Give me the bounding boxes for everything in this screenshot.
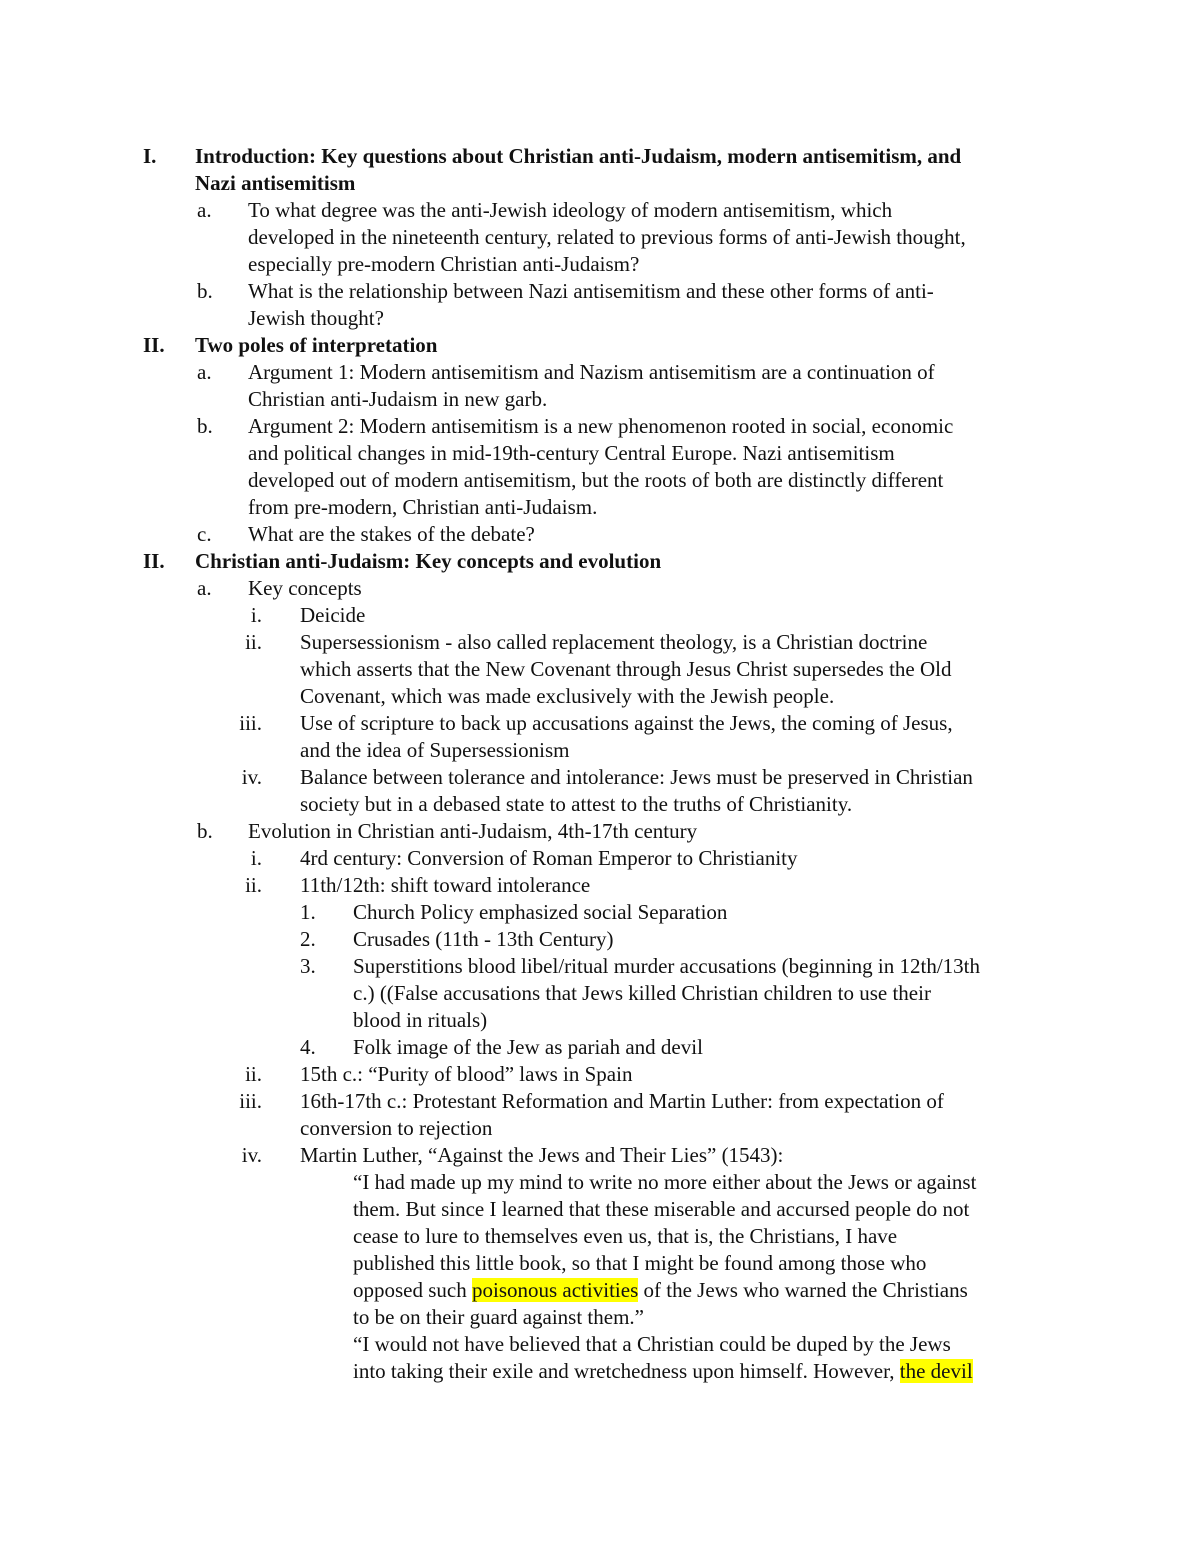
text-line <box>0 899 1200 926</box>
outline-item <box>0 845 1200 872</box>
text-line <box>0 305 1200 332</box>
line-text: Evolution in Christian anti-Judaism, 4th-17th century <box>248 819 698 843</box>
list-marker: 1. <box>300 900 316 924</box>
text-line <box>0 1007 1200 1034</box>
list-marker: i. <box>250 603 262 627</box>
line-text: society but in a debased state to attest to the truths of Christianity. <box>300 792 853 816</box>
line-text: Supersessionism - also called replacement theology, is a Christian doctrine <box>300 630 928 654</box>
outline-item <box>0 575 1200 602</box>
outline-item <box>0 710 1200 764</box>
list-marker: II. <box>143 333 165 357</box>
outline-item <box>0 899 1200 926</box>
text-line <box>0 602 1200 629</box>
list-marker: ii. <box>245 1062 262 1086</box>
outline-item <box>0 197 1200 278</box>
line-text: Introduction: Key questions about Christian anti-Judaism, modern antisemitism, and <box>195 144 962 168</box>
line-text: them. But since I learned that these miserable and accursed people do not <box>353 1197 970 1221</box>
outline-item <box>0 953 1200 1034</box>
list-marker: 3. <box>300 954 316 978</box>
line-text: and political changes in mid-19th-century Central Europe. Nazi antisemitism <box>248 441 895 465</box>
list-marker: b. <box>197 279 213 303</box>
text-line <box>0 926 1200 953</box>
line-text: 11th/12th: shift toward intolerance <box>300 873 591 897</box>
document-body <box>0 143 1200 1385</box>
text-line <box>0 629 1200 656</box>
line-text: from pre-modern, Christian anti-Judaism. <box>248 495 598 519</box>
list-marker: 4. <box>300 1035 316 1059</box>
text-line <box>0 1142 1200 1169</box>
text-line <box>0 251 1200 278</box>
outline-item <box>0 764 1200 818</box>
list-marker: i. <box>250 846 262 870</box>
outline-item <box>0 818 1200 845</box>
text-line <box>0 1034 1200 1061</box>
text-line <box>0 224 1200 251</box>
line-text: developed out of modern antisemitism, but the roots of both are distinctly different <box>248 468 944 492</box>
text-line <box>0 1304 1200 1331</box>
quote-block <box>0 1169 1200 1385</box>
list-marker: a. <box>197 360 212 384</box>
list-marker: b. <box>197 819 213 843</box>
outline-item <box>0 1142 1200 1169</box>
line-text: Argument 2: Modern antisemitism is a new phenomenon rooted in social, economic <box>248 414 954 438</box>
list-marker: a. <box>197 198 212 222</box>
line-text: To what degree was the anti-Jewish ideology of modern antisemitism, which <box>248 198 893 222</box>
line-text <box>353 1358 973 1385</box>
line-text: Two poles of interpretation <box>195 333 438 357</box>
text-line <box>0 440 1200 467</box>
line-text: Covenant, which was made exclusively with the Jewish people. <box>300 684 835 708</box>
text-line <box>0 1196 1200 1223</box>
line-text: Martin Luther, “Against the Jews and Their Lies” (1543): <box>300 1143 784 1167</box>
text-line <box>0 1169 1200 1196</box>
outline-item <box>0 521 1200 548</box>
text-line <box>0 1115 1200 1142</box>
list-marker: ii. <box>245 873 262 897</box>
text-line <box>0 791 1200 818</box>
text-line <box>0 980 1200 1007</box>
line-text: Superstitions blood libel/ritual murder accusations (beginning in 12th/13th <box>353 954 980 978</box>
text-line <box>0 359 1200 386</box>
list-marker: iv. <box>241 1143 262 1167</box>
line-text: published this little book, so that I might be found among those who <box>353 1251 927 1275</box>
line-text: which asserts that the New Covenant through Jesus Christ supersedes the Old <box>300 657 952 681</box>
text-line <box>0 1277 1200 1304</box>
text-line <box>0 818 1200 845</box>
text-line <box>0 1331 1200 1358</box>
text-line <box>0 953 1200 980</box>
text-line <box>0 845 1200 872</box>
list-marker: iii. <box>239 711 262 735</box>
line-text: What is the relationship between Nazi antisemitism and these other forms of anti- <box>248 279 934 303</box>
list-marker: a. <box>197 576 212 600</box>
text-line <box>0 1358 1200 1385</box>
line-text: Key concepts <box>248 576 362 600</box>
text-line <box>0 683 1200 710</box>
text-line <box>0 1088 1200 1115</box>
outline-item <box>0 926 1200 953</box>
line-text: “I would not have believed that a Christian could be duped by the Jews <box>353 1332 951 1356</box>
line-text: cease to lure to themselves even us, that is, the Christians, I have <box>353 1224 898 1248</box>
text-line <box>0 656 1200 683</box>
highlighted-text: poisonous activities <box>472 1278 639 1302</box>
line-text: Crusades (11th - 13th Century) <box>353 927 614 951</box>
section-heading <box>0 332 1200 359</box>
line-text: What are the stakes of the debate? <box>248 522 535 546</box>
list-marker: iv. <box>241 765 262 789</box>
list-marker: I. <box>143 144 157 168</box>
line-text: Argument 1: Modern antisemitism and Nazism antisemitism are a continuation of <box>248 360 935 384</box>
text-segment: of the Jews who warned the Christians <box>638 1278 968 1302</box>
outline-item <box>0 602 1200 629</box>
line-text: Nazi antisemitism <box>195 171 356 195</box>
text-segment: into taking their exile and wretchedness upon himself. However, <box>353 1359 900 1383</box>
text-line <box>0 1061 1200 1088</box>
line-text: Balance between tolerance and intolerance: Jews must be preserved in Christian <box>300 765 973 789</box>
list-marker: iii. <box>239 1089 262 1113</box>
text-line <box>0 872 1200 899</box>
text-line <box>0 710 1200 737</box>
line-text: c.) ((False accusations that Jews killed Christian children to use their <box>353 981 931 1005</box>
text-line <box>0 737 1200 764</box>
line-text: Use of scripture to back up accusations against the Jews, the coming of Jesus, <box>300 711 953 735</box>
text-line <box>0 575 1200 602</box>
list-marker: 2. <box>300 927 316 951</box>
line-text: and the idea of Supersessionism <box>300 738 570 762</box>
outline-item <box>0 872 1200 899</box>
text-line <box>0 764 1200 791</box>
outline-item <box>0 1088 1200 1142</box>
line-text: Christian anti-Judaism in new garb. <box>248 387 548 411</box>
line-text: conversion to rejection <box>300 1116 493 1140</box>
text-segment: opposed such <box>353 1278 472 1302</box>
text-line <box>0 278 1200 305</box>
outline-item <box>0 1034 1200 1061</box>
line-text: 4rd century: Conversion of Roman Emperor to Christianity <box>300 846 798 870</box>
line-text: Christian anti-Judaism: Key concepts and evolution <box>195 549 662 573</box>
line-text: Deicide <box>300 603 366 627</box>
line-text: Jewish thought? <box>248 306 384 330</box>
outline-item <box>0 629 1200 710</box>
section-heading <box>0 143 1200 197</box>
outline-item <box>0 278 1200 332</box>
list-marker: c. <box>197 522 212 546</box>
line-text: 16th-17th c.: Protestant Reformation and Martin Luther: from expectation of <box>300 1089 944 1113</box>
line-text: blood in rituals) <box>353 1008 488 1032</box>
text-line <box>0 521 1200 548</box>
text-line <box>0 413 1200 440</box>
text-line <box>0 548 1200 575</box>
list-marker: II. <box>143 549 165 573</box>
line-text: Church Policy emphasized social Separation <box>353 900 728 924</box>
line-text <box>353 1277 968 1304</box>
outline-item <box>0 1061 1200 1088</box>
text-line <box>0 170 1200 197</box>
line-text: to be on their guard against them.” <box>353 1305 644 1329</box>
section-heading <box>0 548 1200 575</box>
text-line <box>0 467 1200 494</box>
text-line <box>0 143 1200 170</box>
text-line <box>0 494 1200 521</box>
text-line <box>0 386 1200 413</box>
outline-item <box>0 413 1200 521</box>
line-text: “I had made up my mind to write no more either about the Jews or against <box>353 1170 977 1194</box>
line-text: especially pre-modern Christian anti-Judaism? <box>248 252 640 276</box>
text-line <box>0 332 1200 359</box>
line-text: developed in the nineteenth century, related to previous forms of anti-Jewish thought, <box>248 225 966 249</box>
outline-item <box>0 359 1200 413</box>
highlighted-text: the devil <box>899 1359 973 1383</box>
text-line <box>0 1223 1200 1250</box>
list-marker: ii. <box>245 630 262 654</box>
text-line <box>0 197 1200 224</box>
line-text: Folk image of the Jew as pariah and devil <box>353 1035 703 1059</box>
line-text: 15th c.: “Purity of blood” laws in Spain <box>300 1062 633 1086</box>
list-marker: b. <box>197 414 213 438</box>
text-line <box>0 1250 1200 1277</box>
